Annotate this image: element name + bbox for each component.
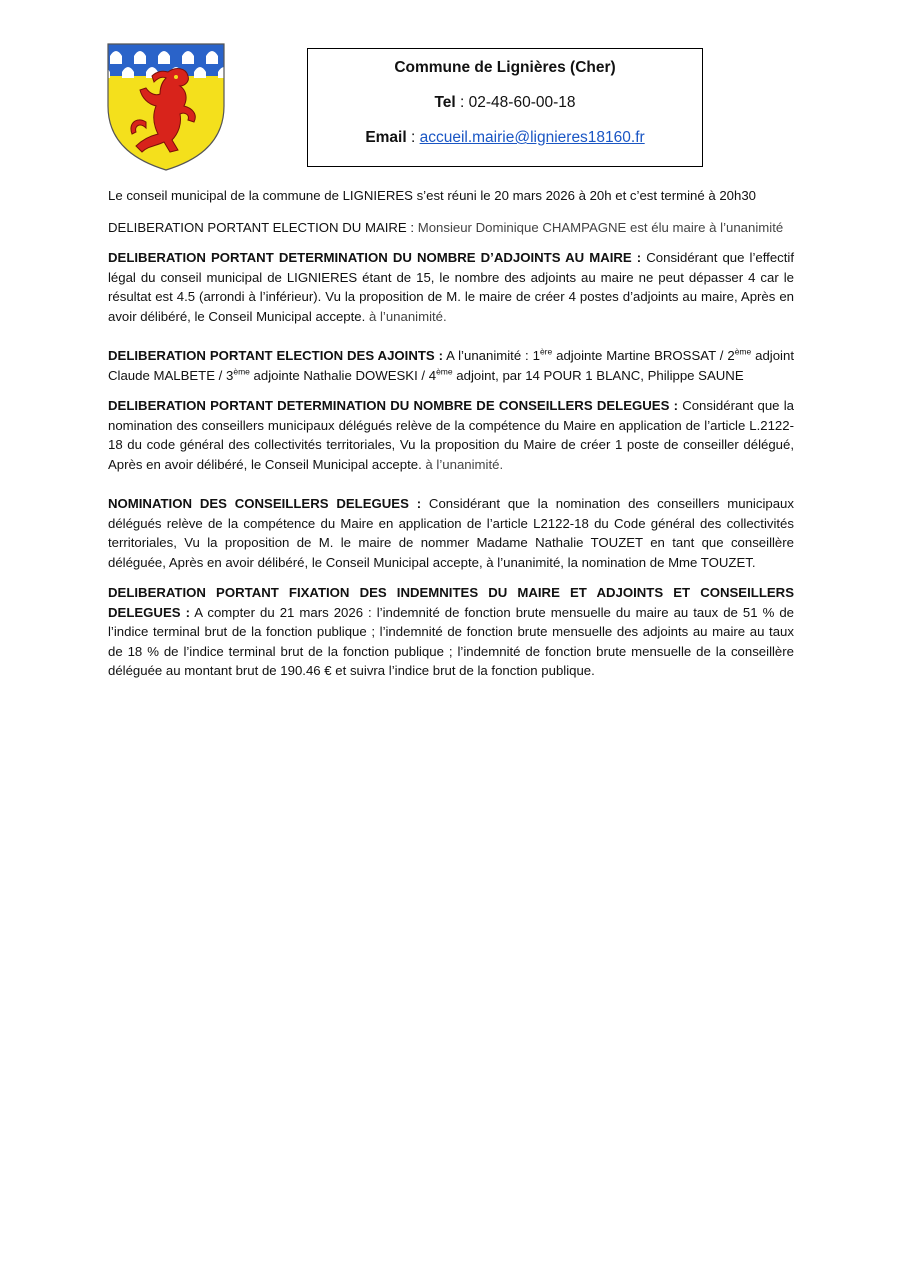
section-text: adjointe Nathalie DOWESKI / 4 [249, 367, 437, 383]
paragraph-election-adjoints [108, 346, 794, 385]
ordinal-superscript: ème [734, 346, 752, 357]
section-title: DELIBERATION PORTANT DETERMINATION DU NOMBRE DE CONSEILLERS DELEGUES : [108, 398, 678, 413]
section-text: A compter du 21 mars 2026 : l’indemnité de fonction brute mensuelle du maire au taux de 51 % de l’indice terminal brut de la fonction publique ; l’indemnité de fonction brute mensuelle des adjoints au maire au taux de 18 % de l’indice terminal brut de la fonction publique ; l’indemnité de fonction brute mensuelle de la conseillère déléguée au montant brut de 190.46 € et suivra l’indice brut de la fonction publique. [108, 604, 794, 678]
section-title: DELIBERATION PORTANT FIXATION DES INDEMNITES DU MAIRE ET ADJOINTS ET CONSEILLERS DELEGUES : [108, 585, 794, 620]
paragraph-election-maire [108, 218, 794, 238]
paragraph-nombre-adjoints [108, 248, 794, 326]
ordinal-superscript: ère [539, 346, 553, 357]
paragraph-nomination [108, 494, 794, 572]
commune-title: Commune de Lignières (Cher) [394, 59, 616, 76]
section-text: Considérant que la nomination des conseillers municipaux délégués relève de la compétence du Maire en application de l’article L.2122-18 du code général des collectivités territoriales, Vu la proposition du Maire de créer 1 poste de conseiller délégué, Après en avoir délibéré, le Conseil Municipal accepte. [108, 398, 794, 472]
ordinal-superscript: ème [436, 366, 453, 377]
ordinal-superscript: ème [233, 366, 250, 377]
section-text: adjointe Martine BROSSAT / 2 [552, 348, 735, 363]
section-text: adjoint, par 14 POUR 1 BLANC, Philippe SAUNE [452, 367, 744, 383]
coat-of-arms-logo [106, 42, 226, 172]
intro-paragraph: Le conseil municipal de la commune de LIGNIERES s’est réuni le 20 mars 2026 à 20h et c’est terminé à 20h30 [108, 188, 757, 203]
section-text: A l’unanimité : 1 [443, 348, 540, 363]
section-suffix: à l’unanimité. [421, 456, 504, 472]
email-link[interactable]: accueil.mairie@lignieres18160.fr [419, 129, 645, 146]
section-title: DELIBERATION PORTANT DETERMINATION DU NOMBRE D’ADJOINTS AU MAIRE : [108, 250, 642, 265]
section-text: Considérant que la nomination des conseillers municipaux délégués relève de la compétence du Maire en application de l’article L2122-18 du Code général des collectivités territoriales, Vu la proposition de M. le maire de nommer Madame Nathalie TOUZET en tant que conseillère déléguée, Après en avoir délibéré, le Conseil Municipal accepte, à l’unanimité, la nomination de Mme TOUZET. [108, 496, 794, 570]
section-text: Monsieur Dominique CHAMPAGNE est élu maire à l’unanimité [414, 219, 784, 235]
section-text: adjoint Claude MALBETE / 3 [108, 348, 794, 383]
section-title: DELIBERATION PORTANT ELECTION DES AJOINTS : [108, 348, 443, 363]
email-line: Email : accueil.mairie@lignieres18160.fr [365, 129, 645, 146]
paragraph-indemnites [108, 583, 794, 681]
tel-label: Tel [434, 94, 456, 111]
section-title: NOMINATION DES CONSEILLERS DELEGUES : [108, 496, 422, 511]
email-label: Email [365, 129, 407, 146]
paragraph-nombre-conseillers [108, 396, 794, 474]
telephone-line: Tel : 02-48-60-00-18 [434, 94, 576, 111]
tel-value: 02-48-60-00-18 [468, 94, 576, 111]
minutes-body [108, 186, 794, 692]
section-title: DELIBERATION PORTANT ELECTION DU MAIRE : [108, 219, 415, 235]
section-text: Considérant que l’effectif légal du conseil municipal de LIGNIERES étant de 15, le nombre des adjoints au maire ne peut dépasser 4 car le résultat est 4.5 (arrondi à l’inférieur). Vu la proposition de M. le maire de créer 4 postes d’adjoints au maire, Après en avoir délibéré, le Conseil Municipal accepte. [108, 250, 794, 324]
contact-box [307, 48, 703, 167]
section-suffix: à l’unanimité. [365, 308, 447, 324]
